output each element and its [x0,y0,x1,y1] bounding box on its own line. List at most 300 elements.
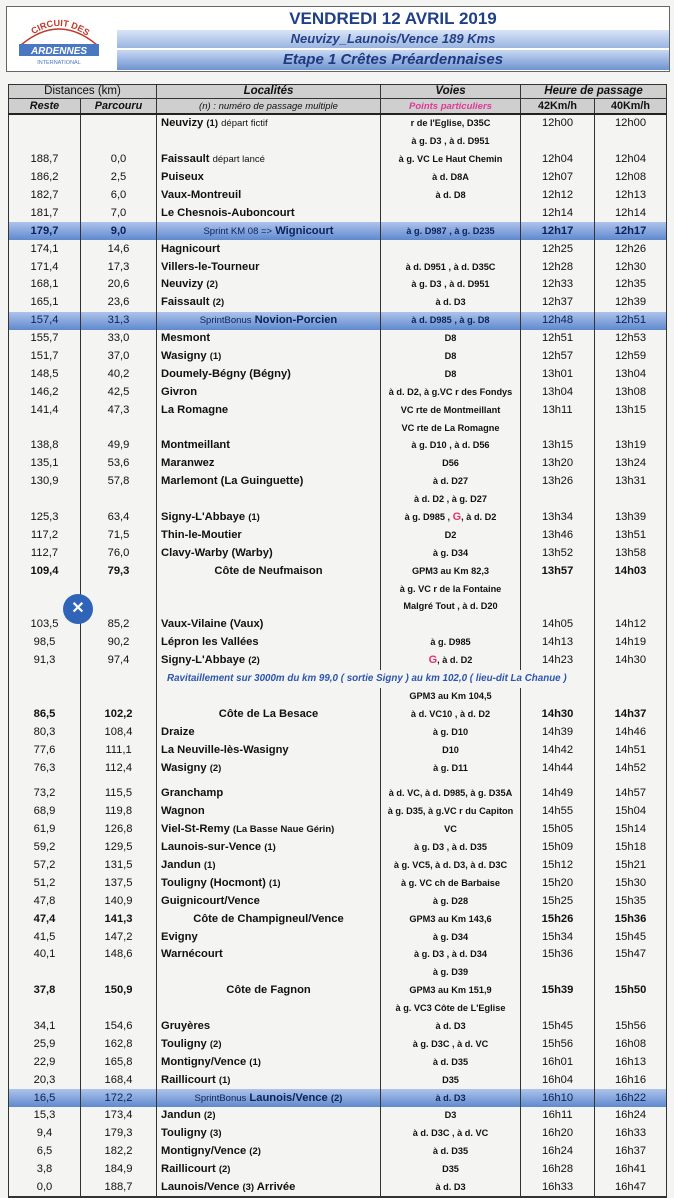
road-directions: à d. D3C , à d. VC [412,1128,489,1139]
time-40-cell: 15h35 [595,892,667,910]
parcouru-cell [81,133,157,151]
voies-cell [381,1053,521,1071]
parcouru-cell: 184,9 [81,1161,157,1179]
localite-cell [157,151,381,169]
parcouru-cell: 31,3 [81,312,157,330]
localite-name: Evigny [161,930,198,943]
parcouru-cell: 115,5 [81,785,157,803]
localite-name: Côte de Champigneul/Vence [193,912,344,925]
circuit-des-ardennes-logo [15,11,103,67]
localite-cell [157,455,381,473]
voies-cell [381,509,521,527]
localite-detail: (La Basse Naue Gérin) [232,824,335,836]
localite-name: Doumely-Bégny (Bégny) [161,367,291,380]
time-42-cell [521,688,595,706]
time-42-cell: 13h57 [521,562,595,580]
road-directions-cont: , à d. D2 [461,512,497,523]
route-row [9,240,667,258]
finish-label: Arrivée [256,1180,296,1193]
voies-cell [381,759,521,777]
reste-cell: 40,1 [9,946,81,964]
route-row [9,616,667,634]
voies-cell [381,240,521,258]
localite-name: Montmeillant [161,439,230,452]
localite-cell [157,1125,381,1143]
voies-cell [381,437,521,455]
time-40-cell: 16h24 [595,1107,667,1125]
time-42-cell: 13h11 [521,401,595,419]
empty-cell [157,777,381,785]
time-40-cell: 12h53 [595,330,667,348]
route-row [9,365,667,383]
reste-cell: 168,1 [9,276,81,294]
reste-cell: 186,2 [9,169,81,187]
localite-name: Signy-L'Abbaye [161,654,246,667]
localite-cell [157,312,381,330]
time-40-cell: 14h12 [595,616,667,634]
route-row [9,652,667,670]
reste-cell: 138,8 [9,437,81,455]
localite-cell [157,365,381,383]
time-40-cell [595,580,667,598]
time-42-cell: 12h48 [521,312,595,330]
route-row [9,330,667,348]
parcouru-cell: 14,6 [81,240,157,258]
sprint-label: Sprint KM 08 => [203,225,273,237]
route-row [9,821,667,839]
localite-name: Givron [161,385,198,398]
route-row [9,401,667,419]
route-row [9,910,667,928]
route-timetable [8,84,667,1198]
time-42-cell: 12h37 [521,294,595,312]
route-row [9,705,667,723]
parcouru-header: Parcouru [81,99,157,115]
localite-name: Touligny [161,1037,207,1050]
passage-number: (2) [218,1164,231,1176]
localite-name: Jandun [161,858,201,871]
road-directions: à g. D10 , à d. D56 [411,440,490,451]
parcouru-cell: 140,9 [81,892,157,910]
localite-name: Launois-sur-Vence [161,841,262,854]
passage-number: (1) [249,1056,261,1068]
time-40-cell: 15h21 [595,857,667,875]
time-42-cell: 15h56 [521,1035,595,1053]
parcouru-cell [81,964,157,982]
localite-cell [157,839,381,857]
route-row [9,1089,667,1107]
road-directions: à d. D35 [432,1146,469,1157]
parcouru-cell: 97,4 [81,652,157,670]
voies-cell [381,910,521,928]
localite-cell [157,491,381,509]
localites-note: (n) : numéro de passage multiple [157,99,381,115]
parcouru-cell: 112,4 [81,759,157,777]
reste-cell: 112,7 [9,544,81,562]
time-42-cell [521,1000,595,1018]
voies-cell [381,1000,521,1018]
time-40-cell: 15h14 [595,821,667,839]
passage-number: (2) [209,1038,222,1050]
road-directions: D8 [444,351,457,362]
route-row [9,509,667,527]
road-directions: à d. D3 [435,1092,466,1103]
route-row [9,1161,667,1179]
road-directions: à g. D35, à g.VC r du Capiton [387,806,514,817]
parcouru-cell: 131,5 [81,857,157,875]
reste-cell [9,1000,81,1018]
passage-number: (1) [203,859,216,871]
time-42-cell: 15h09 [521,839,595,857]
special-point-marker: G [428,654,438,667]
time-42-cell: 12h07 [521,169,595,187]
localite-cell [157,982,381,1000]
parcouru-cell: 71,5 [81,526,157,544]
localite-cell [157,187,381,205]
time-42-cell: 15h34 [521,928,595,946]
time-42-cell: 14h55 [521,803,595,821]
road-directions: à d. D8A [432,172,469,183]
parcouru-cell [81,580,157,598]
parcouru-cell: 182,2 [81,1143,157,1161]
time-40-cell: 12h13 [595,187,667,205]
voies-cell [381,562,521,580]
route-row [9,723,667,741]
route-row [9,544,667,562]
time-40-cell: 13h04 [595,365,667,383]
voies-cell [381,133,521,151]
route-row [9,857,667,875]
reste-cell: 47,8 [9,892,81,910]
voies-cell [381,169,521,187]
time-40-cell [595,964,667,982]
localite-cell [157,964,381,982]
time-40-cell: 13h19 [595,437,667,455]
localite-name: Launois/Vence [249,1091,328,1104]
parcouru-cell: 129,5 [81,839,157,857]
road-directions: à d. D27 [432,476,469,487]
road-directions: à g. VC3 Côte de L'Eglise [395,1003,506,1014]
time-42-cell [521,598,595,616]
localite-cell [157,928,381,946]
time-40-cell: 15h04 [595,803,667,821]
localite-name: Wasigny [161,350,207,363]
time-42-cell: 16h20 [521,1125,595,1143]
time-40-cell: 15h56 [595,1018,667,1036]
route-row [9,634,667,652]
localite-cell [157,204,381,222]
localite-name: Viel-St-Remy [161,823,230,836]
parcouru-cell: 76,0 [81,544,157,562]
voies-cell [381,634,521,652]
time-40-cell: 12h51 [595,312,667,330]
localite-name: Hagnicourt [161,242,221,255]
reste-cell: 59,2 [9,839,81,857]
road-directions: à d. D985 , à g. D8 [411,315,490,326]
passage-number: (1) [206,118,219,130]
reste-cell: 151,7 [9,348,81,366]
parcouru-cell [81,670,157,688]
sprint-label: SprintBonus [194,1092,247,1104]
reste-cell: 86,5 [9,705,81,723]
time-42-cell: 16h11 [521,1107,595,1125]
route-row [9,276,667,294]
svg-text:CIRCUIT DES: CIRCUIT DES [29,17,92,38]
road-directions: à d. D35 [432,1056,469,1067]
route-row [9,151,667,169]
reste-cell: 73,2 [9,785,81,803]
reste-cell: 98,5 [9,634,81,652]
parcouru-cell: 179,3 [81,1125,157,1143]
reste-cell: 117,2 [9,526,81,544]
passage-number: (2) [248,655,260,667]
parcouru-cell: 147,2 [81,928,157,946]
localite-cell [157,1143,381,1161]
empty-cell [81,777,157,785]
time-42-cell: 14h44 [521,759,595,777]
route-row [9,1179,667,1198]
parcouru-cell: 188,7 [81,1179,157,1198]
time-42-cell: 16h01 [521,1053,595,1071]
localite-cell [157,1000,381,1018]
reste-cell: 76,3 [9,759,81,777]
parcouru-cell: 6,0 [81,187,157,205]
reste-cell: 6,5 [9,1143,81,1161]
localite-cell [157,348,381,366]
time-42-cell: 14h05 [521,616,595,634]
voies-cell [381,114,521,133]
route-row [9,1125,667,1143]
localite-name: Signy-L'Abbaye [161,511,246,524]
time-40-cell: 14h52 [595,759,667,777]
parcouru-cell: 0,0 [81,151,157,169]
parcouru-cell: 168,4 [81,1071,157,1089]
voies-cell [381,741,521,759]
voies-cell [381,383,521,401]
reste-cell [9,419,81,437]
reste-cell [9,491,81,509]
time-42-cell: 15h26 [521,910,595,928]
road-directions: GPM3 au Km 143,6 [409,913,492,924]
voies-cell [381,580,521,598]
road-directions: D56 [442,458,459,469]
reste-cell [9,688,81,706]
voies-cell [381,1035,521,1053]
route-row [9,1071,667,1089]
localite-cell [157,634,381,652]
road-directions: D8 [444,368,457,379]
localite-name: Raillicourt [161,1163,216,1176]
time-42-cell: 12h33 [521,276,595,294]
time-40-cell: 12h00 [595,114,667,133]
road-directions: à g. D34 [432,547,469,558]
reste-cell [9,670,81,688]
parcouru-cell [81,1000,157,1018]
road-directions: VC [444,824,457,835]
time-40-cell: 14h37 [595,705,667,723]
route-row [9,598,667,616]
voies-cell [381,455,521,473]
localite-name: Thin-le-Moutier [161,528,242,541]
race-date: VENDREDI 12 AVRIL 2019 [289,9,497,28]
voies-cell [381,616,521,634]
empty-cell [9,777,81,785]
time-40-cell: 16h22 [595,1089,667,1107]
time-40-cell [595,419,667,437]
localite-name: Warnécourt [161,948,223,961]
voies-cell [381,1107,521,1125]
reste-cell: 9,4 [9,1125,81,1143]
time-42-cell: 14h49 [521,785,595,803]
stage-title: Etape 1 Crêtes Préardennaises [117,50,669,70]
route-row [9,741,667,759]
time-40-cell: 16h33 [595,1125,667,1143]
route-row [9,348,667,366]
route-row [9,1107,667,1125]
start-note: départ lancé [212,154,265,166]
route-row [9,383,667,401]
road-directions: à g. VC5, à d. D3, à d. D3C [393,859,508,870]
time-42-cell: 13h04 [521,383,595,401]
parcouru-cell: 17,3 [81,258,157,276]
time-42-cell: 15h39 [521,982,595,1000]
reste-cell: 61,9 [9,821,81,839]
parcouru-cell [81,491,157,509]
localite-cell [157,1053,381,1071]
reste-cell: 174,1 [9,240,81,258]
reste-cell: 181,7 [9,204,81,222]
voies-cell [381,839,521,857]
localite-cell [157,473,381,491]
road-directions: VC rte de Montmeillant [400,404,501,415]
time-42-cell: 12h12 [521,187,595,205]
road-directions: D2 [444,529,457,540]
road-directions: à g. D3 , à d. D34 [413,949,487,960]
time-40-cell: 14h19 [595,634,667,652]
route-row [9,964,667,982]
passage-number: (1) [264,842,276,854]
voies-cell [381,526,521,544]
localite-name: Gruyères [161,1019,211,1032]
time-40-cell: 12h26 [595,240,667,258]
localite-cell [157,383,381,401]
road-directions: à d. D3 [435,1181,466,1192]
time-42-cell [521,419,595,437]
reste-cell: 20,3 [9,1071,81,1089]
parcouru-cell: 137,5 [81,874,157,892]
start-note: départ fictif [221,118,268,130]
localite-name: Wignicourt [275,224,334,237]
parcouru-cell: 42,5 [81,383,157,401]
time-42-cell: 13h46 [521,526,595,544]
parcouru-cell: 111,1 [81,741,157,759]
time-40-cell [595,670,667,688]
localite-cell [157,330,381,348]
reste-cell: 34,1 [9,1018,81,1036]
time-42-cell: 13h15 [521,437,595,455]
localite-cell [157,785,381,803]
localite-cell [157,1107,381,1125]
localite-cell [157,276,381,294]
time-42-cell: 14h42 [521,741,595,759]
time-40-cell: 16h08 [595,1035,667,1053]
localite-cell [157,741,381,759]
localite-cell [157,1035,381,1053]
road-directions: à g. D3C , à d. VC [412,1038,489,1049]
voies-cell [381,276,521,294]
time-42-cell: 14h39 [521,723,595,741]
localite-cell [157,1071,381,1089]
localite-name: Montigny/Vence [161,1055,247,1068]
route-row [9,491,667,509]
svg-text:ARDENNES: ARDENNES [30,46,88,57]
localite-cell [157,1179,381,1198]
time-42-cell [521,964,595,982]
road-directions: à d. D8 [435,190,466,200]
reste-cell: 68,9 [9,803,81,821]
voies-cell [381,1071,521,1089]
localite-cell [157,437,381,455]
distances-header: Distances (km) [9,85,157,99]
voies-cell [381,982,521,1000]
localite-cell [157,705,381,723]
reste-cell: 141,4 [9,401,81,419]
reste-cell: 25,9 [9,1035,81,1053]
reste-cell: 91,3 [9,652,81,670]
reste-cell: 103,5 [9,616,81,634]
localite-name: Clavy-Warby (Warby) [161,546,273,559]
voies-cell [381,857,521,875]
time-42-cell: 14h30 [521,705,595,723]
voies-cell [381,312,521,330]
voies-cell [381,473,521,491]
road-directions: à g. D39 [432,967,469,978]
localite-cell [157,294,381,312]
time-42-cell: 13h20 [521,455,595,473]
parcouru-cell: 2,5 [81,169,157,187]
voies-cell [381,187,521,205]
parcouru-cell: 173,4 [81,1107,157,1125]
road-directions: à d. D2, à g.VC r des Fondys [388,386,513,397]
localite-cell [157,401,381,419]
parcouru-cell [81,419,157,437]
road-directions: r de l'Eglise, D35C [410,118,491,129]
parcouru-cell: 53,6 [81,455,157,473]
route-row [9,455,667,473]
localite-name: Raillicourt [161,1073,216,1086]
parcouru-cell: 154,6 [81,1018,157,1036]
reste-cell: 57,2 [9,857,81,875]
reste-cell: 182,7 [9,187,81,205]
voies-header: Voies [381,85,521,99]
time-40-cell [595,491,667,509]
reste-cell: 130,9 [9,473,81,491]
localite-cell [157,509,381,527]
route-title: Neuvizy_Launois/Vence 189 Kms [117,30,669,48]
time-40-cell: 14h03 [595,562,667,580]
route-row [9,1035,667,1053]
passage-number: (3) [209,1128,222,1140]
parcouru-cell: 126,8 [81,821,157,839]
road-directions: à g. D987 , à g. D235 [406,225,495,236]
localite-cell [157,688,381,706]
time-40-cell: 15h36 [595,910,667,928]
localite-name: Jandun [161,1109,201,1122]
time-40-cell: 16h41 [595,1161,667,1179]
route-row [9,982,667,1000]
localite-name: Côte de Neufmaison [214,564,323,577]
localite-cell [157,544,381,562]
